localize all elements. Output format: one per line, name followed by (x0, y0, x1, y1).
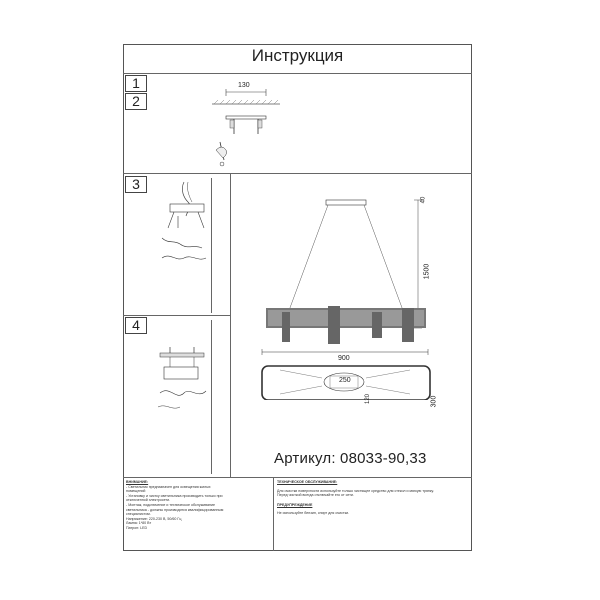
wiring-diagram (150, 180, 210, 310)
top-gap-label: 40 (420, 196, 427, 204)
warning-line: помещений (126, 489, 146, 494)
assembly-diagram (150, 345, 210, 445)
warning-text: Не используйте бензин, спирт для очистки. (277, 511, 350, 516)
divider (123, 315, 230, 316)
maintenance-text: Перед чисткой всегда отключайте его от сети. (277, 493, 354, 498)
warnings-heading: ВНИМАНИЕ: (126, 480, 149, 484)
divider (211, 178, 212, 313)
article-number: Артикул: 08033-90,33 (274, 450, 427, 467)
warning-line: - Монтаж, подключение и техническое обслуживание (126, 502, 215, 507)
warning-line: специалистом. (126, 512, 151, 517)
width-label: 300 (430, 395, 438, 408)
divider (273, 477, 274, 551)
warning-line: отключенной электросети. (126, 498, 171, 503)
mount-width-label: 130 (238, 82, 250, 89)
divider (123, 73, 472, 74)
step-1-number: 1 (125, 75, 147, 92)
notes-right (277, 480, 467, 516)
canopy-width-label: 120 (365, 393, 372, 405)
warning-line: - Светильник предназначен для освещения жилых (126, 484, 211, 489)
warning-line: Лампа: 1*80 Вт (126, 521, 152, 526)
step-4-number: 4 (125, 317, 147, 334)
divider (123, 477, 472, 478)
warning-line: Патрон: LED (126, 525, 148, 530)
divider (230, 173, 231, 477)
warning-line: - Установку и чистку светильника производить только при (126, 493, 223, 498)
warnings-left (126, 480, 271, 531)
page-title: Инструкция (251, 46, 344, 65)
mounting-diagram (200, 80, 290, 170)
warning-heading: ПРЕДУПРЕЖДЕНИЕ (277, 502, 313, 507)
warning-line: Напряжение: 220-230 В, 50/60 Гц (126, 516, 182, 521)
divider (211, 320, 212, 474)
canopy-length-label: 250 (339, 377, 351, 384)
maintenance-heading: ТЕХНИЧЕСКОЕ ОБСЛУЖИВАНИЕ: (277, 480, 338, 484)
warning-line: светильника - должны производится квалифицированным (126, 507, 224, 512)
length-label: 900 (338, 355, 350, 362)
step-3-number: 3 (125, 176, 147, 193)
maintenance-text: Для очистки поверхности используйте только чистящее средство для стекол и мягкую тряпку. (277, 488, 434, 493)
step-2-number: 2 (125, 93, 147, 110)
chandelier-diagram (232, 178, 470, 400)
height-label: 1500 (423, 263, 431, 280)
divider (123, 173, 472, 174)
